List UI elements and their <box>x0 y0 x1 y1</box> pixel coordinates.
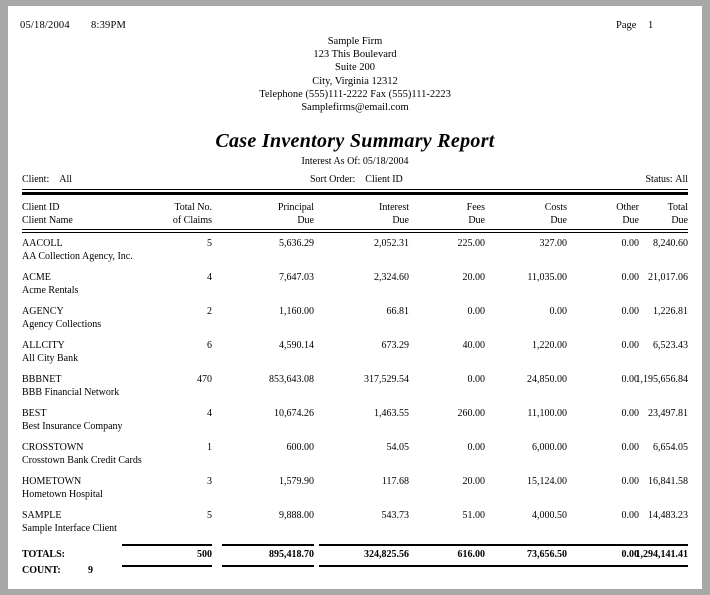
cell-fees-due: 20.00 <box>462 476 485 487</box>
cell-client-id: BBBNET <box>22 374 62 385</box>
cell-total-claims: 6 <box>207 340 212 351</box>
table-header-row <box>22 202 688 228</box>
cell-client-id: HOMETOWN <box>22 476 82 487</box>
cell-principal-due: 600.00 <box>286 442 314 453</box>
cell-interest-due: 317,529.54 <box>364 374 409 385</box>
count-value: 9 <box>88 565 93 576</box>
cell-fees-due: 20.00 <box>462 272 485 283</box>
cell-total-due: 8,240.60 <box>653 238 688 249</box>
cell-principal-due: 5,636.29 <box>279 238 314 249</box>
cell-other-due: 0.00 <box>621 510 639 521</box>
cell-other-due: 0.00 <box>621 408 639 419</box>
column-header-other-due <box>567 202 639 227</box>
page-shadow-bottom <box>0 589 710 595</box>
cell-costs-due: 327.00 <box>539 238 567 249</box>
column-header-line2: Due <box>392 214 409 226</box>
column-header-line1: Interest <box>379 202 409 213</box>
totals-fees-due: 616.00 <box>457 549 485 560</box>
column-header-costs-due <box>477 202 567 227</box>
header-rule-lower <box>22 232 688 233</box>
cell-principal-due: 4,590.14 <box>279 340 314 351</box>
cell-total-claims: 1 <box>207 442 212 453</box>
cell-client-id: SAMPLE <box>22 510 62 521</box>
cell-client-name: Acme Rentals <box>22 285 79 296</box>
cell-total-due: 6,654.05 <box>653 442 688 453</box>
cell-interest-due: 1,463.55 <box>374 408 409 419</box>
cell-client-id: BEST <box>22 408 47 419</box>
column-header-line2: Due <box>622 214 639 226</box>
column-header-interest-due <box>319 202 409 227</box>
totals-rule-top-interest-due <box>319 544 409 546</box>
totals-rule-bottom-principal-due <box>222 565 314 567</box>
cell-client-id: AACOLL <box>22 238 63 249</box>
cell-fees-due: 260.00 <box>457 408 485 419</box>
cell-other-due: 0.00 <box>621 306 639 317</box>
cell-costs-due: 0.00 <box>549 306 567 317</box>
totals-rule-top-fees-due <box>407 544 485 546</box>
filter-row <box>22 174 688 188</box>
cell-total-due: 23,497.81 <box>648 408 688 419</box>
cell-total-claims: 2 <box>207 306 212 317</box>
cell-principal-due: 853,643.08 <box>269 374 314 385</box>
totals-total-claims: 500 <box>197 549 212 560</box>
cell-total-due: 1,226.81 <box>653 306 688 317</box>
page-number: 1 <box>648 20 654 31</box>
cell-principal-due: 9,888.00 <box>279 510 314 521</box>
table-row <box>22 510 688 544</box>
cell-total-claims: 4 <box>207 408 212 419</box>
cell-total-claims: 5 <box>207 510 212 521</box>
cell-total-due: 21,017.06 <box>648 272 688 283</box>
cell-client-name: Agency Collections <box>22 319 102 330</box>
cell-total-claims: 3 <box>207 476 212 487</box>
cell-client-name: Sample Interface Client <box>22 523 117 534</box>
column-header-line1: Fees <box>466 202 485 213</box>
cell-interest-due: 54.05 <box>386 442 409 453</box>
cell-interest-due: 117.68 <box>381 476 409 487</box>
firm-street: 123 This Boulevard <box>313 49 397 61</box>
cell-fees-due: 225.00 <box>457 238 485 249</box>
cell-fees-due: 51.00 <box>462 510 485 521</box>
totals-costs-due: 73,656.50 <box>527 549 567 560</box>
totals-rule-bottom-costs-due <box>477 565 567 567</box>
table-row <box>22 408 688 442</box>
table-row <box>22 340 688 374</box>
column-header-line2: Client Name <box>22 214 73 226</box>
table-body <box>22 238 688 544</box>
table-row <box>22 272 688 306</box>
count-label: COUNT: <box>22 565 61 576</box>
totals-rule-top-total-claims <box>122 544 212 546</box>
report-title: Case Inventory Summary Report <box>215 130 495 152</box>
table-row <box>22 306 688 340</box>
cell-other-due: 0.00 <box>621 374 639 385</box>
column-header-line2: of Claims <box>172 214 212 226</box>
column-header-line1: Client ID <box>22 202 60 213</box>
filter-sort-order <box>310 174 403 185</box>
column-header-line1: Total <box>667 202 688 213</box>
filter-sort-value: Client ID <box>365 174 403 185</box>
cell-total-due: 14,483.23 <box>648 510 688 521</box>
page-label: Page <box>616 20 637 31</box>
cell-client-id: AGENCY <box>22 306 64 317</box>
page-shadow-right <box>702 0 710 595</box>
totals-rule-top-principal-due <box>222 544 314 546</box>
cell-client-name: BBB Financial Network <box>22 387 120 398</box>
column-header-line1: Total No. <box>174 202 212 213</box>
table-row <box>22 442 688 476</box>
column-header-line1: Other <box>616 202 639 213</box>
cell-interest-due: 673.29 <box>381 340 409 351</box>
cell-principal-due: 7,647.03 <box>279 272 314 283</box>
cell-total-claims: 5 <box>207 238 212 249</box>
column-header-line1: Costs <box>544 202 567 213</box>
cell-total-due: 1,195,656.84 <box>635 374 688 385</box>
cell-other-due: 0.00 <box>621 238 639 249</box>
cell-client-name: AA Collection Agency, Inc. <box>22 251 133 262</box>
column-header-line2: Due <box>468 214 485 226</box>
page-meta-row <box>8 20 702 36</box>
cell-costs-due: 11,100.00 <box>527 408 567 419</box>
table-row <box>22 238 688 272</box>
cell-principal-due: 1,160.00 <box>279 306 314 317</box>
column-header-line2: Due <box>297 214 314 226</box>
cell-client-name: Crosstown Bank Credit Cards <box>22 455 142 466</box>
column-header-total-due <box>632 202 688 227</box>
cell-total-claims: 4 <box>207 272 212 283</box>
filter-client <box>22 174 72 185</box>
totals-rule-bottom-interest-due <box>319 565 409 567</box>
cell-other-due: 0.00 <box>621 272 639 283</box>
report-time: 8:39PM <box>91 20 127 31</box>
column-header-fees-due <box>407 202 485 227</box>
cell-fees-due: 40.00 <box>462 340 485 351</box>
column-header-principal-due <box>222 202 314 227</box>
cell-principal-due: 1,579.90 <box>279 476 314 487</box>
totals-other-due: 0.00 <box>621 549 639 560</box>
cell-interest-due: 2,324.60 <box>374 272 409 283</box>
summary-table <box>22 202 688 534</box>
cell-total-due: 16,841.58 <box>648 476 688 487</box>
cell-fees-due: 0.00 <box>467 374 485 385</box>
cell-costs-due: 6,000.00 <box>532 442 567 453</box>
cell-client-id: CROSSTOWN <box>22 442 84 453</box>
cell-client-id: ACME <box>22 272 51 283</box>
totals-rule-bottom-fees-due <box>407 565 485 567</box>
totals-principal-due: 895,418.70 <box>269 549 314 560</box>
cell-fees-due: 0.00 <box>467 306 485 317</box>
filter-status-label: Status: <box>645 174 673 185</box>
totals-label: TOTALS: <box>22 549 65 560</box>
filter-status-value: All <box>675 174 688 185</box>
report-date: 05/18/2004 <box>20 20 70 31</box>
firm-suite: Suite 200 <box>335 62 375 74</box>
report-subtitle: Interest As Of: 05/18/2004 <box>301 156 409 167</box>
cell-client-name: Best Insurance Company <box>22 421 123 432</box>
totals-rule-top-costs-due <box>477 544 567 546</box>
totals-rule-bottom-total-claims <box>122 565 212 567</box>
cell-interest-due: 66.81 <box>386 306 409 317</box>
column-header-total-claims <box>122 202 212 227</box>
cell-client-name: Hometown Hospital <box>22 489 103 500</box>
cell-principal-due: 10,674.26 <box>274 408 314 419</box>
cell-costs-due: 24,850.00 <box>527 374 567 385</box>
cell-costs-due: 4,000.50 <box>532 510 567 521</box>
firm-phone-fax: Telephone (555)111-2222 Fax (555)111-2223 <box>259 88 451 100</box>
cell-other-due: 0.00 <box>621 476 639 487</box>
filter-rule-thick <box>22 192 688 195</box>
cell-total-claims: 470 <box>197 374 212 385</box>
filter-rule-thin <box>22 189 688 190</box>
cell-other-due: 0.00 <box>621 340 639 351</box>
report-page <box>8 6 702 589</box>
cell-costs-due: 11,035.00 <box>527 272 567 283</box>
cell-other-due: 0.00 <box>621 442 639 453</box>
firm-name: Sample Firm <box>327 36 383 47</box>
filter-client-value: All <box>59 174 73 185</box>
page-shadow-left <box>0 0 8 595</box>
firm-address-block <box>8 35 702 114</box>
firm-city-state: City, Virginia 12312 <box>312 75 398 87</box>
column-header-line1: Principal <box>277 202 314 213</box>
table-row <box>22 374 688 408</box>
cell-fees-due: 0.00 <box>467 442 485 453</box>
totals-rule-bottom-total-due <box>612 565 688 567</box>
firm-email: Samplefirms@email.com <box>301 102 409 114</box>
column-header-line2: Due <box>671 214 688 226</box>
table-row <box>22 476 688 510</box>
cell-interest-due: 2,052.31 <box>374 238 409 249</box>
cell-interest-due: 543.73 <box>381 510 409 521</box>
totals-interest-due: 324,825.56 <box>364 549 409 560</box>
totals-rule-top-total-due <box>612 544 688 546</box>
header-rule-upper <box>22 229 688 230</box>
cell-total-due: 6,523.43 <box>653 340 688 351</box>
totals-total-due: 1,294,141.41 <box>635 549 688 560</box>
cell-costs-due: 15,124.00 <box>527 476 567 487</box>
column-header-line2: Due <box>550 214 567 226</box>
filter-status <box>645 174 688 185</box>
cell-client-name: All City Bank <box>22 353 79 364</box>
cell-client-id: ALLCITY <box>22 340 65 351</box>
filter-client-label: Client: <box>22 174 50 185</box>
cell-costs-due: 1,220.00 <box>532 340 567 351</box>
filter-sort-label: Sort Order: <box>310 174 356 185</box>
